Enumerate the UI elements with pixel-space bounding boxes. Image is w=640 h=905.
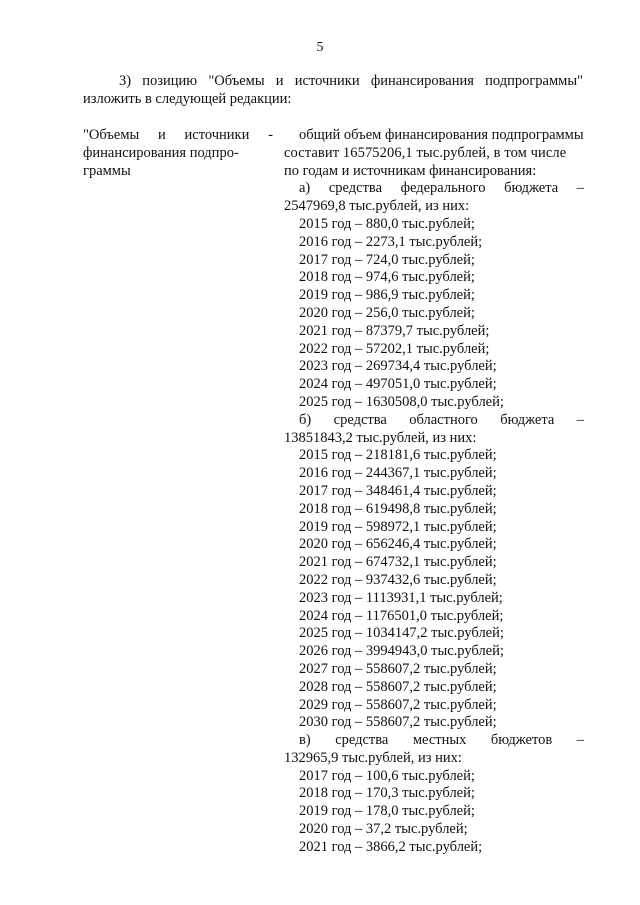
year-amount-line: 2029 год – 558607,2 тыс.рублей; xyxy=(299,696,497,713)
year-amount-line: 2021 год – 3866,2 тыс.рублей; xyxy=(299,838,483,855)
federal-years-list xyxy=(284,216,584,412)
year-amount-line: 2025 год – 1034147,2 тыс.рублей; xyxy=(299,625,504,642)
total-line-2 xyxy=(284,145,584,163)
year-amount-line: 2022 год – 57202,1 тыс.рублей; xyxy=(299,340,490,357)
heading-word: областного xyxy=(409,411,478,428)
year-amount-line: 2027 год – 558607,2 тыс.рублей; xyxy=(299,660,497,677)
year-amount-line: 2025 год – 1630508,0 тыс.рублей; xyxy=(299,393,504,410)
page-number: 5 xyxy=(316,40,324,55)
year-amount-line: 2028 год – 558607,2 тыс.рублей; xyxy=(299,678,497,695)
year-amount-line: 2019 год – 178,0 тыс.рублей; xyxy=(299,803,475,820)
left-word: "Объемы xyxy=(83,127,140,143)
left-word: и xyxy=(158,127,166,143)
year-amount-line: 2019 год – 598972,1 тыс.рублей; xyxy=(299,518,497,535)
left-caption-line-1 xyxy=(83,127,273,145)
left-word: источники xyxy=(184,127,250,143)
local-total: 132965,9 тыс.рублей, из них: xyxy=(284,749,462,766)
heading-word: а) xyxy=(299,180,311,197)
year-amount-line: 2017 год – 348461,4 тыс.рублей; xyxy=(299,482,497,499)
total-line-2-text: составит 16575206,1 тыс.рублей, в том числе xyxy=(284,144,567,161)
year-amount-line: 2021 год – 674732,1 тыс.рублей; xyxy=(299,554,497,571)
local-years-list xyxy=(284,768,584,857)
left-caption-line-3: граммы xyxy=(83,162,131,179)
heading-word: федерального xyxy=(400,180,486,197)
total-line-1: общий объем финансирования подпрограммы xyxy=(299,127,584,143)
year-amount-line: 2023 год – 1113931,1 тыс.рублей; xyxy=(299,589,503,606)
year-amount-line: 2030 год – 558607,2 тыс.рублей; xyxy=(299,714,497,731)
local-heading xyxy=(284,732,584,750)
federal-heading xyxy=(284,180,584,198)
year-amount-line: 2019 год – 986,9 тыс.рублей; xyxy=(299,287,475,304)
year-amount-line: 2022 год – 937432,6 тыс.рублей; xyxy=(299,571,497,588)
regional-total: 13851843,2 тыс.рублей, из них: xyxy=(284,429,477,446)
year-amount-line: 2020 год – 656246,4 тыс.рублей; xyxy=(299,536,497,553)
year-amount-line: 2024 год – 497051,0 тыс.рублей; xyxy=(299,376,497,393)
intro-paragraph: 3) позицию "Объемы и источники финансирования подпрограммы" изложить в следующей редакции: xyxy=(83,73,583,107)
heading-word: – xyxy=(576,732,584,749)
year-amount-line: 2021 год – 87379,7 тыс.рублей; xyxy=(299,322,490,339)
year-amount-line: 2018 год – 974,6 тыс.рублей; xyxy=(299,269,475,286)
year-amount-line: 2020 год – 37,2 тыс.рублей; xyxy=(299,821,468,838)
heading-word: – xyxy=(576,180,584,197)
heading-word: бюджета xyxy=(504,180,559,197)
heading-word: бюджетов xyxy=(490,732,553,749)
heading-word: средства xyxy=(328,180,382,197)
year-amount-line: 2015 год – 218181,6 тыс.рублей; xyxy=(299,447,497,464)
regional-years-list xyxy=(284,447,584,732)
heading-word: средства xyxy=(335,732,389,749)
year-amount-line: 2023 год – 269734,4 тыс.рублей; xyxy=(299,358,497,375)
heading-word: бюджета xyxy=(500,411,555,428)
heading-word: – xyxy=(576,411,584,428)
year-amount-line: 2015 год – 880,0 тыс.рублей; xyxy=(299,215,475,232)
year-amount-line: 2017 год – 100,6 тыс.рублей; xyxy=(299,767,475,784)
heading-word: средства xyxy=(333,411,387,428)
year-amount-line: 2020 год – 256,0 тыс.рублей; xyxy=(299,304,475,321)
total-line-3: по годам и источникам финансирования: xyxy=(284,162,537,179)
left-column-caption xyxy=(83,127,273,180)
left-caption-line-2: финансирования подпро- xyxy=(83,144,239,161)
regional-heading xyxy=(284,412,584,430)
heading-word: в) xyxy=(299,732,311,749)
left-word: - xyxy=(268,127,273,143)
federal-total: 2547969,8 тыс.рублей, из них: xyxy=(284,198,470,215)
heading-word: б) xyxy=(299,411,312,428)
year-amount-line: 2017 год – 724,0 тыс.рублей; xyxy=(299,251,475,268)
year-amount-line: 2016 год – 2273,1 тыс.рублей; xyxy=(299,233,483,250)
year-amount-line: 2018 год – 619498,8 тыс.рублей; xyxy=(299,500,497,517)
heading-word: местных xyxy=(412,732,467,749)
year-amount-line: 2024 год – 1176501,0 тыс.рублей; xyxy=(299,607,504,624)
right-column-content xyxy=(284,127,584,857)
year-amount-line: 2016 год – 244367,1 тыс.рублей; xyxy=(299,465,497,482)
year-amount-line: 2026 год – 3994943,0 тыс.рублей; xyxy=(299,643,504,660)
year-amount-line: 2018 год – 170,3 тыс.рублей; xyxy=(299,785,475,802)
